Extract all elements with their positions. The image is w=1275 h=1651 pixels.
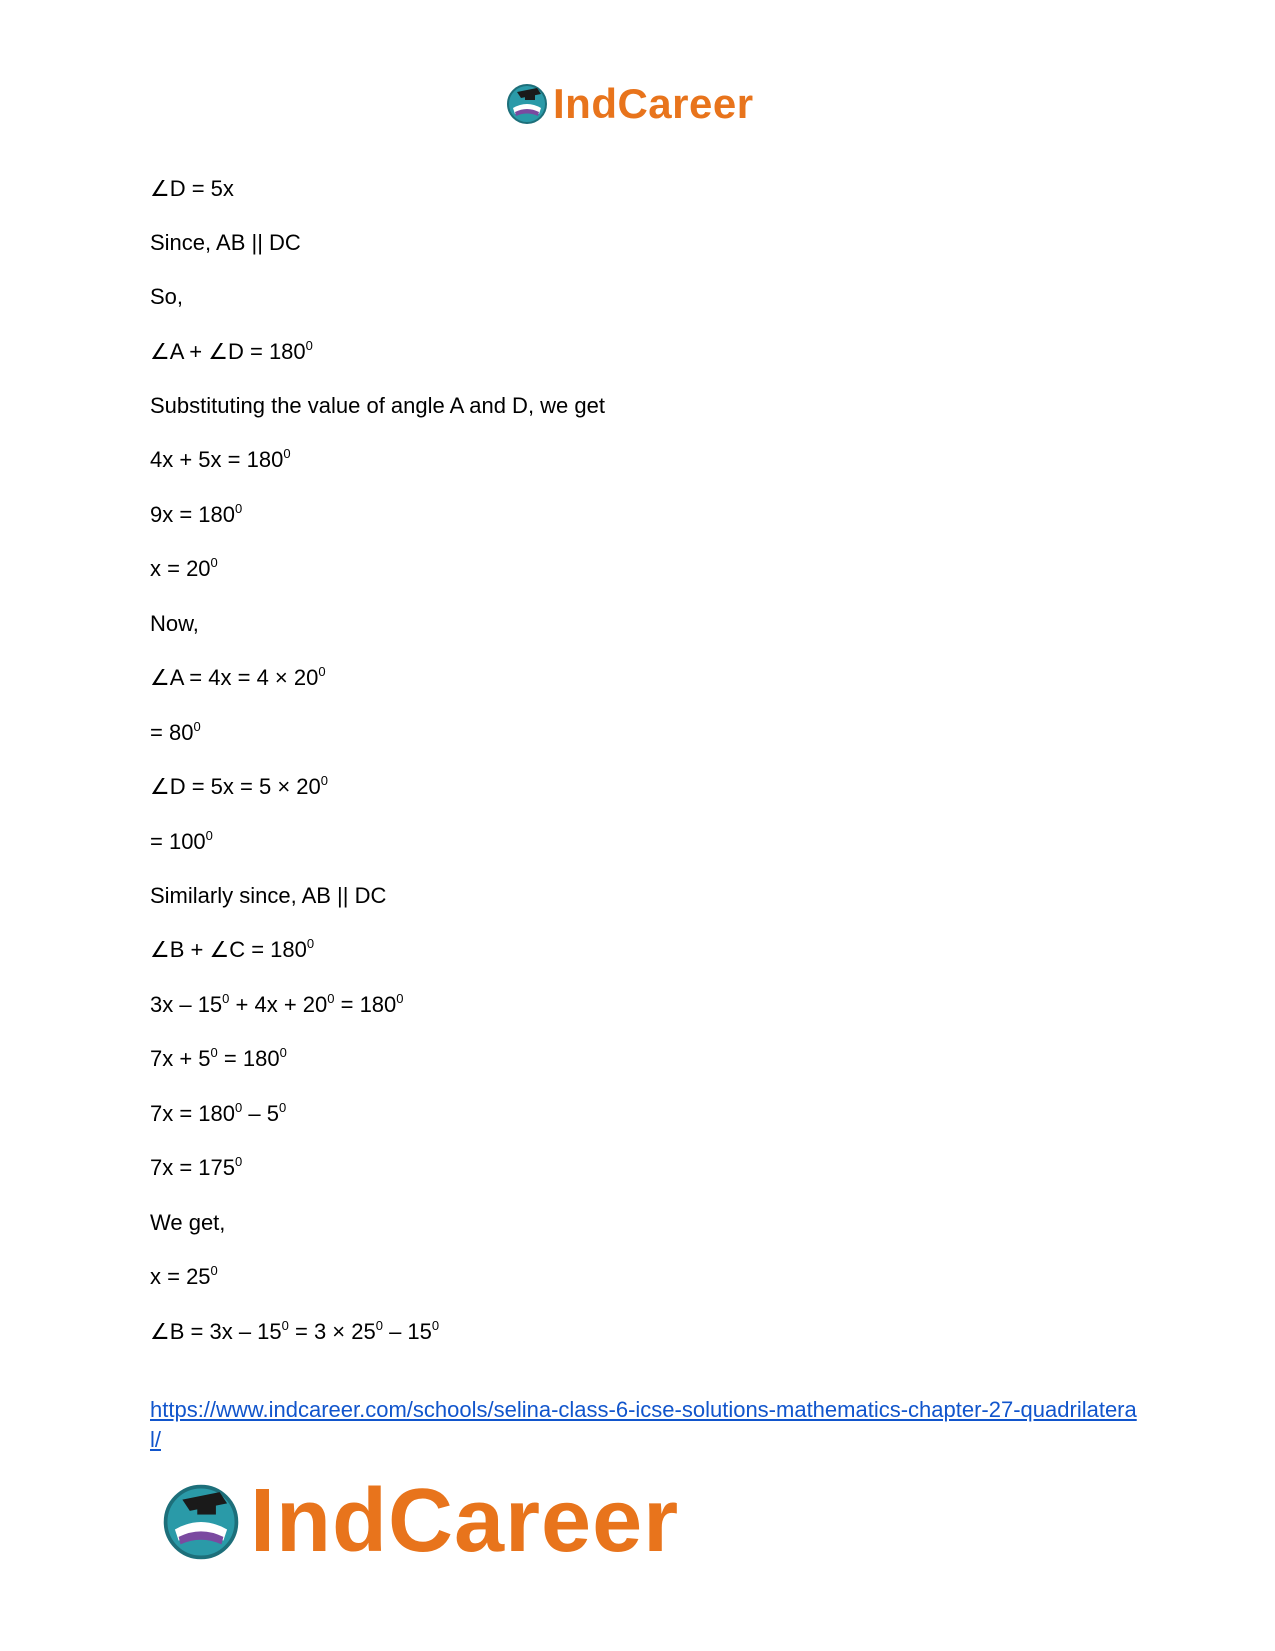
math-line: $7x = 180^0 - 5^0$ <box>150 1100 287 1126</box>
math-line: ∠A + ∠D = $180^0$ <box>150 338 313 364</box>
degree-superscript: 0 <box>210 555 218 570</box>
math-line: Substituting the value of angle A and D, we get <box>150 393 605 418</box>
degree-superscript: 0 <box>278 1100 287 1115</box>
math-line: Now, <box>150 611 199 636</box>
degree-superscript: 0 <box>283 446 291 461</box>
header-logo <box>505 80 754 128</box>
degree-superscript: 0 <box>375 1318 383 1333</box>
source-link[interactable]: https://www.indcareer.com/schools/selina-class-6-icse-solutions-mathematics-chapter-27-quadrilateral/ <box>150 1397 1137 1452</box>
math-line: ∠D = 5x <box>150 176 234 201</box>
math-line: ∠A = $4x = 4 \times 20^0$ <box>150 664 326 690</box>
math-line: $7x + 5^0 = 180^0$ <box>150 1045 287 1071</box>
degree-superscript: 0 <box>235 501 243 516</box>
math-line: $4x + 5x = 180^0$ <box>150 446 291 472</box>
logo-globe-icon <box>505 82 549 126</box>
degree-superscript: 0 <box>193 719 201 734</box>
math-line: $x = 20^0$ <box>150 555 218 581</box>
degree-superscript: 0 <box>222 991 230 1006</box>
math-line: $3x - 15^0 + 4x + 20^0 = 180^0$ <box>150 991 404 1017</box>
logo-globe-icon <box>160 1481 242 1563</box>
degree-superscript: 0 <box>235 1154 243 1169</box>
degree-superscript: 0 <box>235 1100 243 1115</box>
math-line: ∠B = $3x - 15^0 = 3 \times 25^0 - 15^0$ <box>150 1318 440 1344</box>
degree-superscript: 0 <box>306 936 315 951</box>
degree-superscript: 0 <box>327 991 335 1006</box>
footer-logo <box>160 1470 679 1573</box>
degree-superscript: 0 <box>431 1318 440 1333</box>
math-line: ∠B + ∠C = $180^0$ <box>150 936 315 962</box>
math-line: Similarly since, AB || DC <box>150 883 387 908</box>
logo-wordmark: IndCareer <box>250 1471 680 1571</box>
degree-superscript: 0 <box>210 1045 218 1060</box>
math-line: $9x = 180^0$ <box>150 501 243 527</box>
degree-superscript: 0 <box>281 1318 289 1333</box>
math-line: Since, AB || DC <box>150 230 301 255</box>
math-line: We get, <box>150 1210 226 1235</box>
math-line: = $80^0$ <box>150 719 201 745</box>
degree-superscript: 0 <box>305 338 313 353</box>
math-line: ∠D = $5x = 5 \times 20^0$ <box>150 773 329 799</box>
logo-wordmark: IndCareer <box>553 80 754 127</box>
math-line: $x = 25^0$ <box>150 1263 218 1289</box>
math-line: $7x = 175^0$ <box>150 1154 243 1180</box>
degree-superscript: 0 <box>210 1263 218 1278</box>
degree-superscript: 0 <box>320 773 329 788</box>
math-line: = $100^0$ <box>150 828 213 854</box>
math-line: So, <box>150 284 184 309</box>
degree-superscript: 0 <box>205 828 213 843</box>
degree-superscript: 0 <box>279 1045 287 1060</box>
degree-superscript: 0 <box>318 664 326 679</box>
degree-superscript: 0 <box>396 991 404 1006</box>
